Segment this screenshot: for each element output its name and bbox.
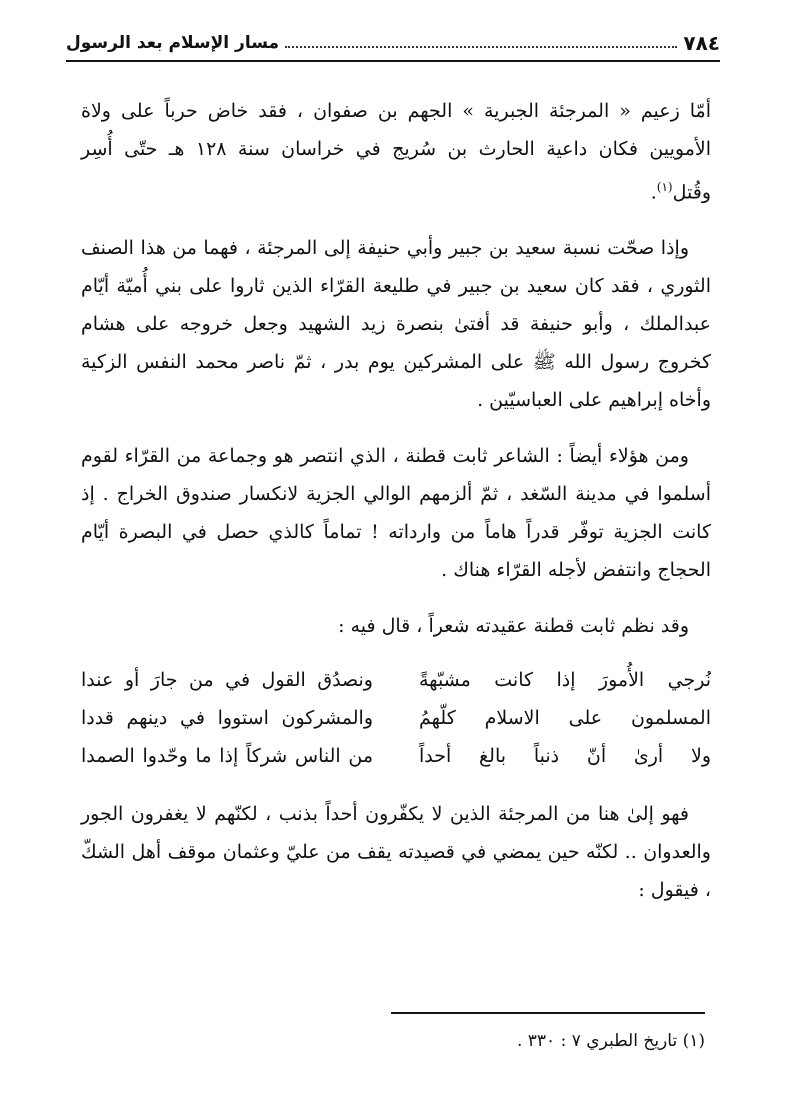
verse-second-hemistich: من الناس شركاً إذا ما وحّدوا الصمدا	[81, 745, 373, 768]
footnote-marker: (١)	[656, 180, 673, 194]
poem-verse-1	[81, 661, 711, 699]
verse-second-hemistich: والمشركون استووا في دينهم قددا	[81, 707, 373, 730]
paragraph-3: ومن هؤلاء أيضاً : الشاعر ثابت قطنة ، الذي انتصر هو وجماعة من القرّاء لقوم أسلموا في مدينة السّغد ، ثمّ ألزمهم الوالي الجزية لانكسار صندوق الخراج . إذ كانت الجزية توفّر قدراً هاماً من وارداته ! تماماً كالذي حصل في البصرة أيّام الحجاج وانتفض لأجله القرّاء هناك .	[81, 445, 711, 582]
page-number: ٧٨٤	[683, 31, 720, 55]
footnote-rule	[391, 1012, 705, 1014]
main-text	[81, 92, 711, 927]
paragraph-1-text: أمّا زعيم « المرجئة الجبرية » الجهم بن صفوان ، فقد خاض حرباً على ولاة الأمويين فكان داعية الحارث بن سُريج في خراسان سنة ١٢٨ هـ حتّى أُسِر وقُتل	[81, 100, 711, 204]
poem-verse-2	[81, 699, 711, 737]
header-dotted-leader	[285, 46, 677, 48]
poem-verse-3	[81, 737, 711, 775]
footnote: (١) تاريخ الطبري ٧ : ٣٣٠ .	[516, 1031, 705, 1051]
verse-first-hemistich: المسلمون على الاسلام كلّهمُ	[419, 707, 711, 730]
running-title: مسار الإسلام بعد الرسول	[66, 33, 280, 53]
poem-intro: وقد نظم ثابت قطنة عقيدته شعراً ، قال فيه :	[338, 615, 689, 638]
closing-paragraph: فهو إلىٰ هنا من المرجئة الذين لا يكفّرون أحداً بذنب ، لكنّهم لا يغفرون الجور والعدوان .. لكنّه حين يمضي في قصيدته يقف من عليّ وعثمان موقف أهل الشكّ ، فيقول :	[81, 803, 711, 902]
paragraph-2: وإذا صحّت نسبة سعيد بن جبير وأبي حنيفة إلى المرجئة ، فهما من هذا الصنف الثوري ، فقد كان سعيد بن جبير في طليعة القرّاء الذين ثاروا على بني أُميّة أيّام عبدالملك ، وأبو حنيفة قد أفتىٰ بنصرة زيد الشهيد وجعل خروجه على هشام كخروج رسول الله ﷺ على المشركين يوم بدر ، ثمّ ناصر محمد النفس الزكية وأخاه إبراهيم على العباسيّين .	[81, 237, 711, 412]
verse-second-hemistich: ونصدُق القول في من جارَ أو عندا	[81, 669, 373, 692]
verse-first-hemistich: ولا أرىٰ أنّ ذنباً بالغ أحداً	[419, 745, 711, 768]
header-rule	[66, 60, 720, 62]
verse-first-hemistich: نُرجي الأُمورَ إذا كانت مشبّهةً	[419, 669, 711, 692]
poem	[81, 661, 711, 775]
page-header	[66, 28, 720, 58]
paragraph-1: أمّا زعيم « المرجئة الجبرية » الجهم بن صفوان ، فقد خاض حرباً على ولاة الأمويين فكان داعية الحارث بن سُريج في خراسان سنة ١٢٨ هـ حتّى أُسِر وقُتل$^{(١)}$.	[81, 100, 711, 204]
